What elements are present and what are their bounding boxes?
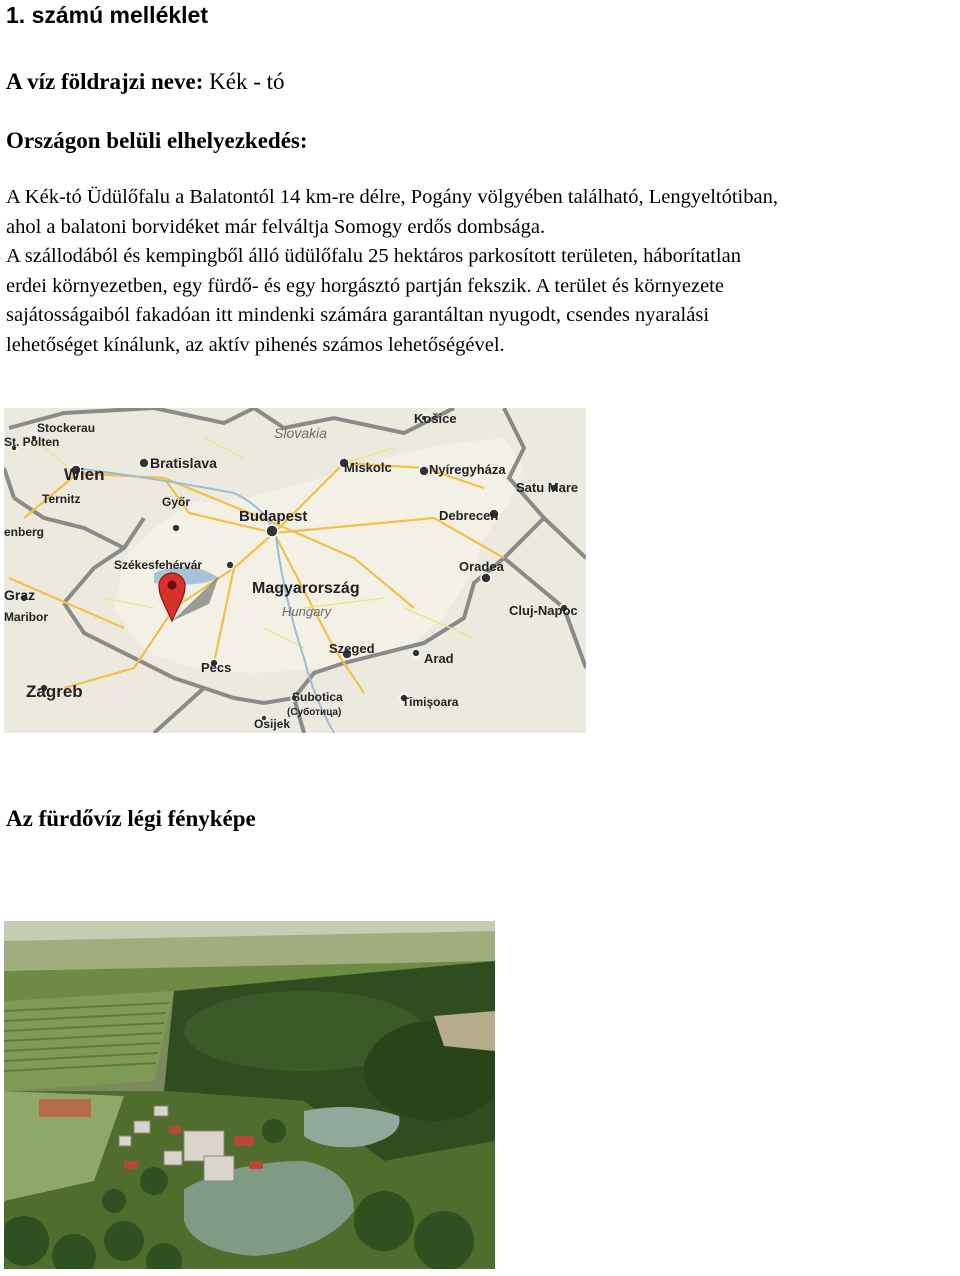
map-label-st-polten: St. Pölten: [4, 435, 60, 449]
map-label-pecs: Pécs: [201, 660, 232, 675]
map-label-oradea: Oradea: [459, 559, 504, 574]
map-label-ternitz: Ternitz: [42, 492, 81, 506]
map-label-subotica: Subotica: [292, 690, 343, 704]
map-label-magyarorszag: Magyarország: [252, 580, 360, 597]
map-label-slovakia: Slovakia: [274, 425, 327, 441]
map-label-osijek: Osijek: [254, 717, 291, 731]
map-label-stockerau: Stockerau: [37, 421, 96, 435]
map-label-timisoara: Timişoara: [402, 695, 459, 709]
map-label-arad: Arad: [424, 651, 454, 666]
map-label-wien: Wien: [64, 465, 105, 484]
description-line: ahol a balatoni borvidéket már felváltja Somogy erdős dombsága.: [6, 215, 546, 238]
map-label-zagreb: Zagreb: [26, 682, 83, 701]
aerial-photo: [4, 921, 495, 1269]
description-line: A Kék-tó Üdülőfalu a Balatontól 14 km-re délre, Pogány völgyében található, Lengyeltótiban,: [6, 186, 778, 208]
water-name-field: [6, 68, 285, 96]
map-label-szeged: Szeged: [329, 641, 375, 656]
tennis-court: [39, 1099, 91, 1117]
map-label-gyor: Győr: [162, 495, 191, 509]
description-line: lehetőséget kínálunk, az aktív pihenés számos lehetőségével.: [6, 333, 505, 356]
map-label-bratislava: Bratislava: [150, 455, 217, 471]
map-label-debrecen: Debrecen: [439, 508, 499, 523]
map-label-hungary: Hungary: [282, 604, 332, 619]
location-heading: Országon belüli elhelyezkedés:: [6, 128, 308, 153]
description-paragraph: [6, 183, 956, 360]
map-label-miskolc: Miskolc: [344, 460, 392, 475]
description-line: A szállodából és kempingből álló üdülőfalu 25 hektáros parkosított területen, háborítatlan: [6, 245, 741, 267]
map-label-graz: Graz: [4, 587, 36, 603]
water-name-value: Kék - tó: [209, 69, 285, 94]
water-name-label: A víz földrajzi neve:: [6, 69, 204, 94]
map-label-nyiregyhaza: Nyíregyháza: [429, 462, 506, 477]
map-label-budapest: Budapest: [239, 508, 308, 525]
map-label-cluj: Cluj-Napoc: [509, 603, 578, 618]
map-label-satu-mare: Satu Mare: [516, 480, 579, 495]
map-label-maribor: Maribor: [4, 610, 49, 624]
map-label-szekesfehervar: Székesfehérvár: [114, 558, 203, 572]
map-label-enberg: enberg: [4, 525, 45, 539]
map-label-kosice: Košice: [414, 411, 457, 426]
annex-title: 1. számú melléklet: [6, 2, 208, 28]
map-label-subotica-cyr: (Суботица): [287, 707, 342, 718]
description-line: erdei környezetben, egy fürdő- és egy horgásztó partján fekszik. A terület és környezete: [6, 274, 724, 297]
location-map: [4, 408, 586, 733]
map-canvas: [4, 408, 586, 733]
aerial-photo-canvas: [4, 921, 495, 1269]
photo-heading: Az fürdővíz légi fényképe: [6, 806, 256, 831]
description-line: sajátosságaiból fakadóan itt mindenki számára garantáltan nyugodt, csendes nyaralási: [6, 304, 710, 326]
